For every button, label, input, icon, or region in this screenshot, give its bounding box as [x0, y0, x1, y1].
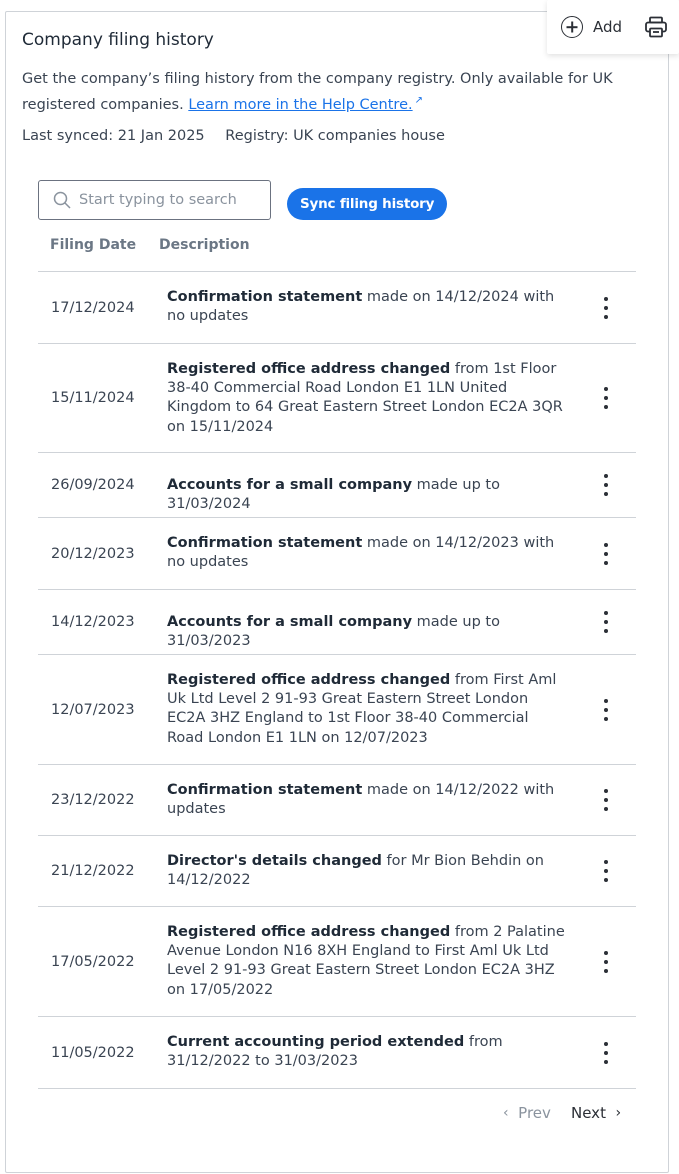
- table-row: [38, 655, 636, 765]
- filing-description: [167, 518, 567, 572]
- panel-title: Company filing history: [22, 30, 214, 50]
- filing-date: 21/12/2022: [51, 863, 135, 879]
- filing-date: 26/09/2024: [51, 477, 135, 493]
- registry-label: Registry: UK companies house: [225, 128, 445, 144]
- next-page-button[interactable]: [571, 1104, 621, 1122]
- row-menu-icon[interactable]: [598, 611, 614, 633]
- filing-date: 17/12/2024: [51, 299, 135, 316]
- filing-description: [167, 453, 567, 514]
- filing-detail: made up to 31/03/2023: [167, 614, 500, 650]
- help-centre-link[interactable]: Learn more in the Help Centre.: [188, 96, 413, 113]
- filing-description: [167, 590, 567, 651]
- filing-date: 20/12/2023: [51, 545, 135, 562]
- prev-page-button[interactable]: [503, 1104, 551, 1122]
- chevron-right-icon: ›: [615, 1105, 622, 1121]
- filing-detail: from 31/12/2022 to 31/03/2023: [167, 1034, 503, 1070]
- row-menu-icon[interactable]: [598, 474, 614, 496]
- filing-description: [167, 655, 567, 748]
- description-text: Get the company’s filing history from the company registry. Only available for UK registered companies.: [22, 71, 613, 113]
- panel-description: [22, 68, 622, 116]
- filing-description: [167, 272, 567, 326]
- add-button[interactable]: [561, 16, 622, 38]
- add-button-label: Add: [593, 18, 623, 36]
- chevron-left-icon: ‹: [503, 1105, 509, 1121]
- column-header-filing-date[interactable]: Filing Date: [50, 237, 137, 253]
- filing-detail: from 2 Palatine Avenue London N16 8XH England to First Aml Uk Ltd Level 2 91-93 Great Eastern Street London EC2A 3HZ on 17/05/2022: [167, 924, 565, 998]
- filing-detail: from First Aml Uk Ltd Level 2 91-93 Great Eastern Street London EC2A 3HZ England to 1st Floor 38-40 Commercial Road London E1 1LN on 12/07/2023: [167, 672, 557, 746]
- filing-date: 15/11/2024: [51, 390, 135, 406]
- filing-detail: from 1st Floor 38-40 Commercial Road London E1 1LN United Kingdom to 64 Great Eastern Street London EC2A 3QR on 15/11/2024: [167, 361, 563, 435]
- filing-date: 11/05/2022: [51, 1044, 135, 1061]
- filing-detail: for Mr Bion Behdin on 14/12/2022: [167, 853, 544, 889]
- next-label: Next: [571, 1104, 606, 1122]
- filing-description: [167, 1017, 567, 1071]
- sync-meta: [22, 128, 445, 144]
- filing-date: 17/05/2022: [51, 953, 135, 970]
- filing-description: [167, 765, 567, 819]
- filing-date: 14/12/2023: [51, 614, 135, 630]
- filing-date: 12/07/2023: [51, 701, 135, 718]
- filing-detail: made on 14/12/2023 with no updates: [167, 535, 555, 571]
- table-row: [38, 518, 636, 590]
- printer-icon[interactable]: [644, 16, 668, 38]
- table-row: [38, 344, 636, 453]
- filing-description: [167, 344, 567, 437]
- row-menu-icon[interactable]: [598, 789, 614, 811]
- table-row: [38, 907, 636, 1017]
- filing-detail: made on 14/12/2024 with no updates: [167, 289, 555, 325]
- row-menu-icon[interactable]: [598, 951, 614, 973]
- search-box[interactable]: [38, 180, 271, 220]
- search-input[interactable]: [79, 192, 259, 208]
- table-row: [38, 272, 636, 344]
- table-row: [38, 836, 636, 907]
- row-menu-icon[interactable]: [598, 297, 614, 319]
- filing-type: Accounts for a small company: [167, 614, 413, 630]
- filing-type: Accounts for a small company: [167, 477, 413, 493]
- plus-circle-icon: [561, 16, 583, 38]
- row-menu-icon[interactable]: [598, 699, 614, 721]
- filing-detail: made on 14/12/2022 with updates: [167, 782, 555, 818]
- table-header: [38, 236, 636, 272]
- sync-filing-history-button[interactable]: Sync filing history: [287, 188, 447, 220]
- filing-type: Confirmation statement: [167, 289, 363, 305]
- filing-detail: made up to 31/03/2024: [167, 477, 500, 513]
- row-menu-icon[interactable]: [598, 860, 614, 882]
- table-row: [38, 453, 636, 518]
- filing-date: 23/12/2022: [51, 792, 135, 808]
- row-menu-icon[interactable]: [598, 1042, 614, 1064]
- filing-description: [167, 836, 567, 890]
- filing-table-body: [38, 272, 636, 1089]
- column-header-description[interactable]: Description: [159, 237, 250, 253]
- table-row: [38, 590, 636, 655]
- last-synced: Last synced: 21 Jan 2025: [22, 128, 205, 144]
- row-menu-icon[interactable]: [598, 543, 614, 565]
- table-row: [38, 765, 636, 836]
- filing-type: Director's details changed: [167, 853, 382, 869]
- row-menu-icon[interactable]: [598, 387, 614, 409]
- filing-type: Registered office address changed: [167, 672, 451, 688]
- table-row: [38, 1017, 636, 1089]
- external-link-icon: ↗: [414, 95, 423, 106]
- prev-label: Prev: [518, 1104, 551, 1122]
- filing-type: Current accounting period extended: [167, 1034, 465, 1050]
- filing-type: Confirmation statement: [167, 782, 363, 798]
- filing-type: Registered office address changed: [167, 924, 451, 940]
- filing-description: [167, 907, 567, 1000]
- filing-type: Confirmation statement: [167, 535, 363, 551]
- panel-actions: [547, 0, 679, 54]
- filing-type: Registered office address changed: [167, 361, 451, 377]
- search-icon: [53, 191, 71, 209]
